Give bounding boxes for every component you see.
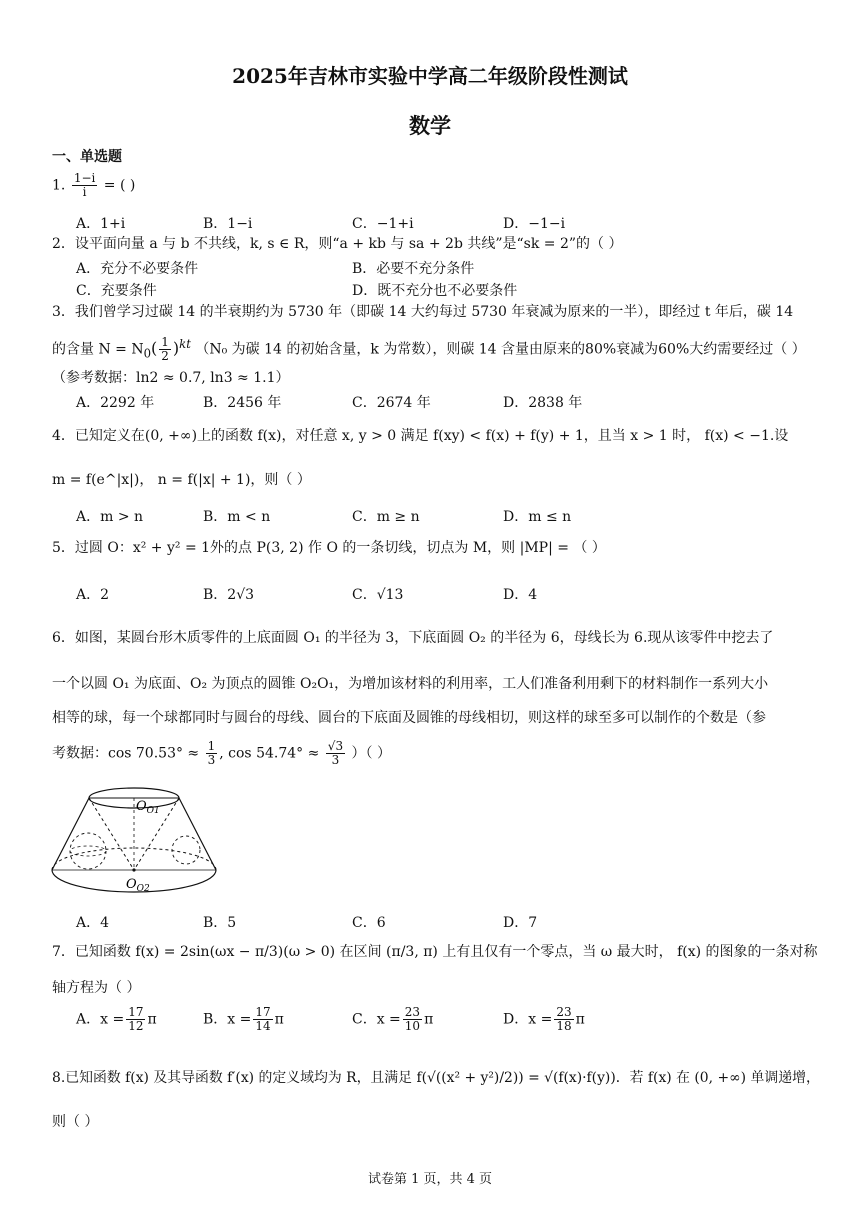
q2-option-a: A．充分不必要条件 — [76, 261, 199, 277]
q7-d-num: 23 — [556, 1005, 572, 1019]
q4-option-a: A．m > n — [76, 509, 144, 525]
cone-left — [89, 798, 134, 870]
question-8-line-1: 8.已知函数 f(x) 及其导函数 f′(x) 的定义域均为 R，且满足 f(√((x² + y²)/2)) = √(f(x)·f(y))．若 f(x) 在 (0, +∞) 单调递增， — [52, 1070, 820, 1086]
q7-c-den: 10 — [404, 1019, 421, 1033]
q3-frac-den: 2 — [161, 349, 169, 364]
q7-a-frac — [126, 1006, 145, 1033]
question-7-line-1: 7．已知函数 f(x) = 2sin(ωx − π/3)(ω > 0) 在区间 (π/3, π) 上有且仅有一个零点，当 ω 最大时， f(x) 的图象的一条对称 — [52, 944, 818, 960]
q5-option-b: B．2√3 — [203, 587, 255, 603]
label-o2: $O_{O2}$ — [126, 877, 150, 894]
q1-option-d: D．−1−i — [503, 216, 566, 232]
question-6-line-3: 相等的球，每一个球都同时与圆台的母线、圆台的下底面及圆锥的母线相切，则这样的球至多可以制作的个数是（参 — [52, 710, 766, 726]
q6-ref-a: 考数据：cos 70.53° ≈ — [52, 745, 200, 762]
q6-frac-1-num: 1 — [207, 739, 216, 753]
q6-frac-1-den: 3 — [207, 753, 216, 767]
question-4-line-1: 4．已知定义在(0, +∞)上的函数 f(x)，对任意 x, y > 0 满足 f(xy) < f(x) + f(y) + 1，且当 x > 1 时， f(x) < −1.设 — [52, 428, 789, 444]
question-5: 5．过圆 O：x² + y² = 1外的点 P(3, 2) 作 O 的一条切线，切点为 M，则 |MP| = （ ） — [52, 540, 606, 556]
exam-title: 2025年吉林市实验中学高二年级阶段性测试 — [232, 64, 628, 88]
q3-option-c: C．2674 年 — [352, 395, 431, 411]
sphere-left — [70, 833, 106, 869]
q3-formula-start: 的含量 N = N — [52, 341, 144, 358]
q7-d-den: 18 — [556, 1019, 572, 1033]
q6-frac-2-den: 3 — [331, 753, 340, 767]
q6-option-b: B．5 — [203, 915, 237, 931]
q2-option-b: B．必要不充分条件 — [352, 261, 475, 277]
q2-option-d: D．既不充分也不必要条件 — [352, 283, 518, 299]
q7-option-b — [203, 1006, 284, 1033]
question-3-line-1: 3．我们曾学习过碳 14 的半衰期约为 5730 年（即碳 14 大约每过 5730 年衰减为原来的一半），即经过 t 年后，碳 14 — [52, 304, 794, 320]
q3-option-b: B．2456 年 — [203, 395, 282, 411]
q7-a-tail: π — [147, 1011, 157, 1028]
q3-option-a: A．2292 年 — [76, 395, 155, 411]
label-o1: $O_{O1}$ — [136, 799, 160, 816]
q7-d-label: D．x = — [503, 1011, 553, 1028]
q6-option-a: A．4 — [76, 915, 110, 931]
q6-option-c: C．6 — [352, 915, 386, 931]
subject-title: 数学 — [409, 113, 451, 138]
q2-option-c: C．充要条件 — [76, 283, 157, 299]
q7-c-frac — [403, 1006, 422, 1033]
right-slant — [179, 798, 216, 870]
q6-ref-c: ）（ ） — [351, 745, 391, 762]
q7-d-frac — [554, 1006, 573, 1033]
q4-option-c: C．m ≥ n — [352, 509, 420, 525]
frustum-figure — [46, 778, 226, 896]
q5-option-c: C．√13 — [352, 587, 404, 603]
q1-fraction — [72, 172, 98, 199]
q3-frac-num: 1 — [161, 335, 169, 350]
q7-c-label: C．x = — [352, 1011, 401, 1028]
q6-frac-1 — [206, 740, 218, 767]
page-footer: 试卷第 1 页，共 4 页 — [367, 1172, 493, 1187]
section-heading: 一、单选题 — [52, 149, 122, 165]
question-3-line-2: 的含量 $N = N_0$( $\frac{1}{2}$ )$^{kt}$ （N₀ 为碳 14 的初始含量，k 为常数），则碳 14 含量由原来的80%衰减为60%大约需要经过（ ） — [52, 335, 806, 364]
q7-c-tail: π — [424, 1011, 434, 1028]
q4-option-b: B．m < n — [203, 509, 271, 525]
q5-option-d: D．4 — [503, 587, 538, 603]
question-8-line-2: 则（ ） — [52, 1114, 99, 1130]
q1-option-c: C．−1+i — [352, 216, 414, 232]
q3-formula-rest: （N₀ 为碳 14 的初始含量，k 为常数），则碳 14 含量由原来的80%衰减为60%大约需要经过（ ） — [195, 341, 806, 358]
q1-option-a: A．1+i — [76, 216, 126, 232]
sphere-right — [172, 836, 200, 864]
center-point — [132, 868, 135, 871]
q7-option-c — [352, 1006, 433, 1033]
q7-option-d — [503, 1006, 585, 1033]
question-4-line-2: m = f(e^|x|)， n = f(|x| + 1)，则（ ） — [52, 472, 311, 488]
q7-c-num: 23 — [404, 1005, 421, 1019]
q1-tail: = ( ) — [103, 177, 136, 194]
q3-formula-sub: 0 — [143, 346, 152, 361]
q7-option-a — [76, 1006, 157, 1033]
q7-b-label: B．x = — [203, 1011, 252, 1028]
q6-frac-2 — [326, 740, 345, 767]
q3-option-d: D．2838 年 — [503, 395, 583, 411]
q1-frac-den: i — [82, 185, 87, 199]
q7-a-num: 17 — [128, 1005, 144, 1019]
question-1 — [52, 172, 135, 199]
q5-option-a: A．2 — [76, 587, 110, 603]
q3-formula-exp: kt — [179, 337, 191, 351]
question-7-line-2: 轴方程为（ ） — [52, 980, 141, 996]
q7-b-num: 17 — [255, 1005, 271, 1019]
q7-b-den: 14 — [255, 1019, 271, 1033]
question-2: 2．设平面向量 a 与 b 不共线，k, s ∈ R，则“a + kb 与 sa + 2b 共线”是“sk = 2”的（ ） — [52, 236, 623, 252]
q7-a-label: A．x = — [76, 1011, 125, 1028]
question-6-line-1: 6．如图，某圆台形木质零件的上底面圆 O₁ 的半径为 3，下底面圆 O₂ 的半径为 6，母线长为 6.现从该零件中挖去了 — [52, 630, 774, 646]
question-6-line-2: 一个以圆 O₁ 为底面、O₂ 为顶点的圆锥 O₂O₁，为增加该材料的利用率，工人们准备利用剩下的材料制作一系列大小 — [52, 676, 769, 692]
q7-a-den: 12 — [128, 1019, 144, 1033]
q4-option-d: D．m ≤ n — [503, 509, 572, 525]
q1-option-b: B．1−i — [203, 216, 253, 232]
q1-number: 1. — [52, 177, 66, 194]
sphere-left-equator — [70, 846, 106, 856]
q6-option-d: D．7 — [503, 915, 538, 931]
q7-d-tail: π — [575, 1011, 585, 1028]
q3-fraction — [159, 336, 171, 363]
q7-b-frac — [253, 1006, 272, 1033]
q6-frac-2-num: √3 — [327, 739, 344, 753]
q1-frac-num: 1−i — [73, 171, 96, 185]
q7-b-tail: π — [274, 1011, 284, 1028]
q6-ref-b: , cos 54.74° ≈ — [219, 745, 320, 762]
question-6-line-4 — [52, 740, 391, 767]
question-3-line-3: （参考数据：ln2 ≈ 0.7, ln3 ≈ 1.1） — [52, 370, 290, 386]
